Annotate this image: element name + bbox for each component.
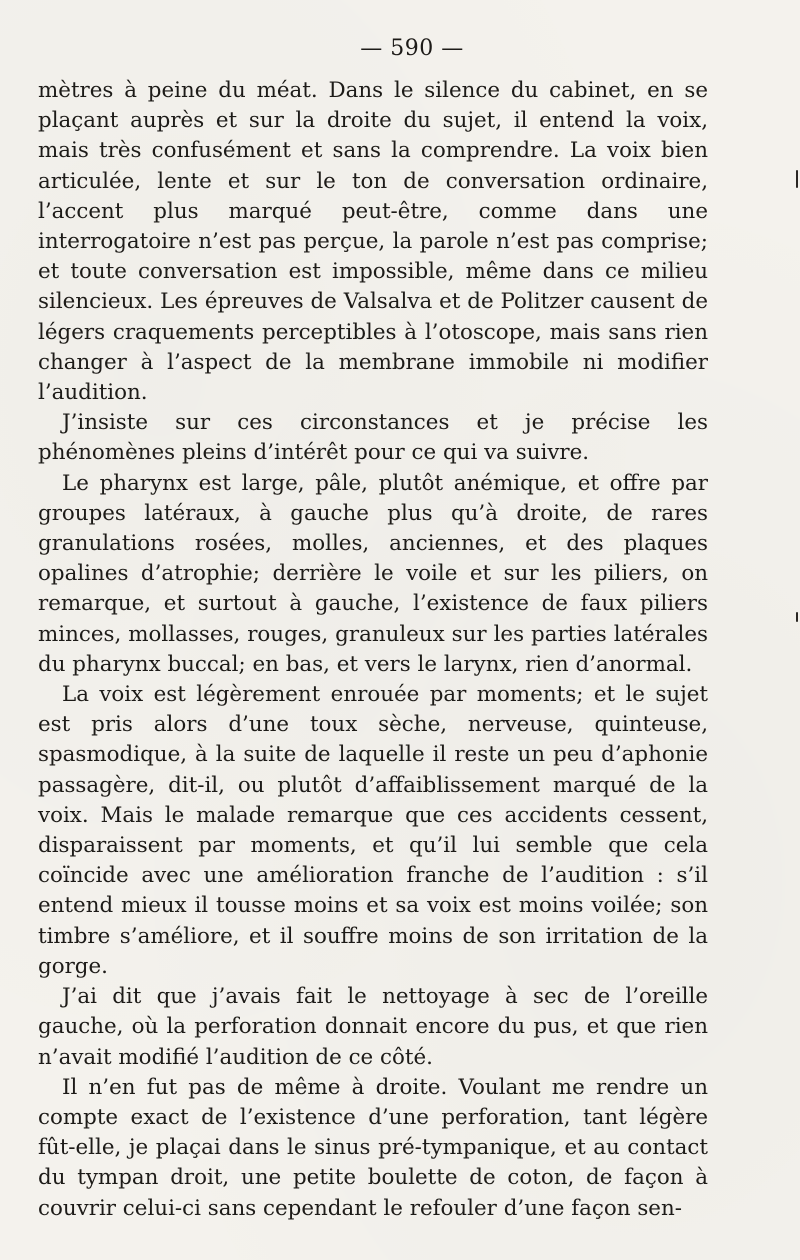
paragraph-3: Le pharynx est large, pâle, plutôt anémique, et offre par groupes latéraux, à gauche plus qu’à droite, de rares granulations rosées, molles, anciennes, et des plaques opalines d’atrophie; derrière le voile et sur les piliers, on remarque, et surtout à gauche, l’existence de faux piliers minces, mollasses, rouges, granuleux sur les parties latérales du pharynx buccal; en bas, et vers le larynx, rien d’anormal.	[38, 470, 708, 677]
paragraph-5: J’ai dit que j’avais fait le nettoyage à sec de l’oreille gauche, où la perforation donnait encore du pus, et que rien n’avait modifié l’audition de ce côté.	[38, 984, 708, 1070]
paragraph-1: mètres à peine du méat. Dans le silence du cabinet, en se plaçant auprès et sur la droite du sujet, il entend la voix, mais très confusément et sans la comprendre. La voix bien articulée, lente et sur le ton de conversation ordinaire, l’accent plus marqué peut-être, comme dans une interrogatoire n’est pas perçue, la parole n’est pas comprise; et toute conversation est impossible, même dans ce milieu silencieux. Les épreuves de Valsalva et de Politzer causent de légers craquements perceptibles à l’otoscope, mais sans rien changer à l’aspect de la membrane immobile ni modifier l’audition.	[38, 78, 708, 406]
body-text	[38, 76, 708, 1224]
margin-mark-top	[796, 170, 798, 188]
margin-mark-middle	[796, 612, 798, 622]
paragraph-4: La voix est légèrement enrouée par moments; et le sujet est pris alors d’une toux sèche, nerveuse, quinteuse, spasmodique, à la suite de laquelle il reste un peu d’aphonie passagère, dit-il, ou plutôt d’affaiblissement marqué de la voix. Mais le malade remarque que ces accidents cessent, disparaissent par moments, et qu’il lui semble que cela coïncide avec une amélioration franche de l’audition : s’il entend mieux il tousse moins et sa voix est moins voilée; son timbre s’améliore, et il souffre moins de son irritation de la gorge.	[38, 682, 708, 979]
paragraph-2: J’insiste sur ces circonstances et je précise les phénomènes pleins d’intérêt pour ce qui va suivre.	[38, 410, 708, 466]
paragraph-6: Il n’en fut pas de même à droite. Voulant me rendre un compte exact de l’existence d’une perforation, tant légère fût-elle, je plaçai dans le sinus pré-tympanique, et au contact du tympan droit, une petite boulette de coton, de façon à couvrir celui-ci sans cependant le refouler d’une façon sen-	[38, 1074, 708, 1221]
page-number: — 590 —	[360, 36, 464, 61]
